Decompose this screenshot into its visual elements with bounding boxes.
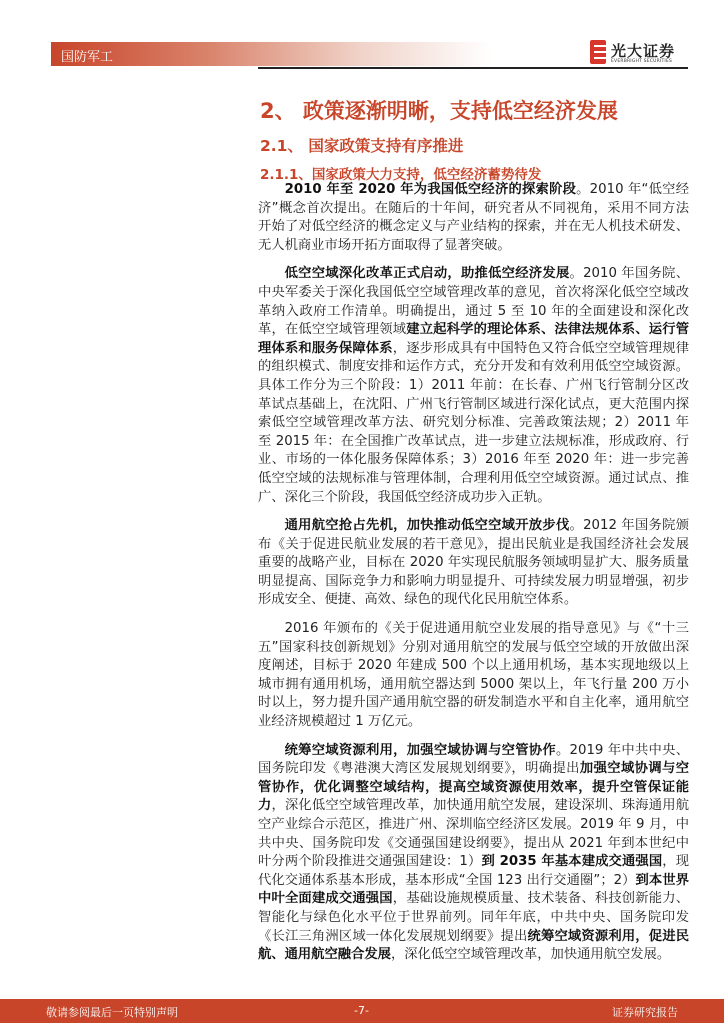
bold-text: 低空空域深化改革正式启动，助推低空经济发展 (284, 266, 570, 282)
text-run: 。2019 年中共中央、国务院印发《粤港澳大湾区发展规划纲要》，明确提出 (258, 742, 689, 777)
text-run: ，深化低空空域管理改革，加快通用航空发展。 (390, 947, 671, 963)
text-run: ，基础设施规模质量、技术装备、科技创新能力、智能化与绿色化水平位于世界前列。同年年底，中共中央、国务院印发《长江三角洲区域一体化发展规划纲要》提出 (258, 891, 690, 944)
text-run: ，深化低空空域管理改革，加快通用航空发展，建设深圳、珠海通用航空产业综合示范区，推进广州、深圳临空经济区发展。2019 年 9 月，中共中央、国务院印发《交通强国建设纲要》，提出从 2021 年到本世纪中叶分两个阶段推进交通强国建设：1） (258, 798, 690, 870)
paragraph (258, 517, 689, 610)
company-logo (590, 40, 690, 68)
paragraph (258, 620, 689, 732)
text-run: 。2010 年“低空经济”概念首次提出。在随后的十年间，研究者从不同视角，采用不同方法开始了对低空经济的概念定义与产业结构的探索，并在无人机技术研发、无人机商业市场开拓方面取得了显著突破。 (258, 182, 689, 253)
page-number: -7- (354, 1004, 369, 1017)
bold-text: 通用航空抢占先机，加快推动低空空域开放步伐 (284, 518, 570, 534)
logo-en: EVERBRIGHT SECURITIES (611, 59, 673, 64)
bold-text: 统筹空域资源利用，加强空域协调与空管协作 (284, 742, 556, 758)
text-run: ，逐步形成具有中国特色又符合低空空域管理规律的组织模式、制度安排和运作方式，充分开发和有效利用低空空域资源。具体工作分为三个阶段：1）2011 年前：在长春、广州飞行管制分区改革试点基础上，在沈阳、广州飞行管制区域进行深化试点，更大范围内探索低空空域管理改革方法、研究划分标准、完善政策法规；2）2011 年至 2015 年：在全国推广改革试点，进一步建立法规标准，形成政府、行业、市场的一体化服务保障体系；3）2016 年至 2020 年：进一步完善低空空域的法规标准与管理体制，合理利用低空空域资源。通过试点、推广、深化三个阶段，我国低空经济成功步入正轨。 (258, 340, 690, 505)
bold-text: 建立起科学的理论体系、法律法规体系、运行管理体系和服务保障体系 (258, 322, 690, 356)
paragraph (258, 265, 689, 507)
text-run: 。2012 年国务院颁布《关于促进民航业发展的若干意见》，提出民航业是我国经济社会发展重要的战略产业，目标在 2020 年实现民航服务领域明显扩大、服务质量明显提高、国际竞争力和影响力明显提升、可持续发展力明显增强，初步形成安全、便捷、高效、绿色的现代化民用航空体系。 (258, 518, 689, 608)
subsubsection-title: 2.1.1、国家政策大力支持，低空经济蓄势待发 (260, 167, 542, 183)
section-banner (51, 42, 491, 66)
bold-text: 到本世界中叶全面建成交通强国 (258, 872, 689, 907)
bold-text: 加强空域协调与空管协作，优化调整空域结构，提高空域资源使用效率，提升空管保证能力 (258, 761, 689, 814)
header-divider (258, 67, 688, 69)
text-run: 2016 年颁布的《关于促进通用航空业发展的指导意见》与《“十三五”国家科技创新规划》分别对通用航空的发展与低空空域的开放做出深度阐述，目标于 2020 年建成 500 个以上通用机场，基本实现地级以上城市拥有通用机场，通用航空器达到 5000 架以上，年飞行量 200 万小时以上，努力提升国产通用航空器的研发制造水平和自主化率，通用航空业经济规模超过 1 万亿元。 (258, 621, 689, 730)
report-type: 证券研究报告 (612, 1006, 678, 1019)
body-text (258, 181, 689, 975)
bold-text: 到 2035 年基本建成交通强国 (481, 854, 663, 870)
footer-disclaimer: 敬请参阅最后一页特别声明 (46, 1006, 178, 1019)
footer-bar (0, 999, 724, 1023)
paragraph (258, 742, 689, 965)
section-label: 国防军工 (61, 50, 114, 65)
logo-mark-icon (590, 40, 606, 64)
subsection-title: 2.1、 国家政策支持有序推进 (260, 137, 464, 155)
bold-text: 统筹空域资源利用，促进民航、通用航空融合发展 (258, 928, 690, 963)
bold-text: 2010 年至 2020 年为我国低空经济的探索阶段 (284, 182, 577, 197)
text-run: ，现代化交通体系基本形成，基本形成“全国 123 出行交通圈”；2） (258, 854, 689, 888)
paragraph (258, 181, 689, 255)
section-title: 2、 政策逐渐明晰，支持低空经济发展 (260, 99, 618, 123)
text-run: 。2010 年国务院、中央军委关于深化我国低空空域管理改革的意见，首次将深化低空空域改革纳入政府工作清单。明确提出，通过 5 至 10 年的全面建设和深化改革，在低空空域管理领域 (258, 266, 689, 338)
logo-cn: 光大证券 (611, 42, 676, 60)
